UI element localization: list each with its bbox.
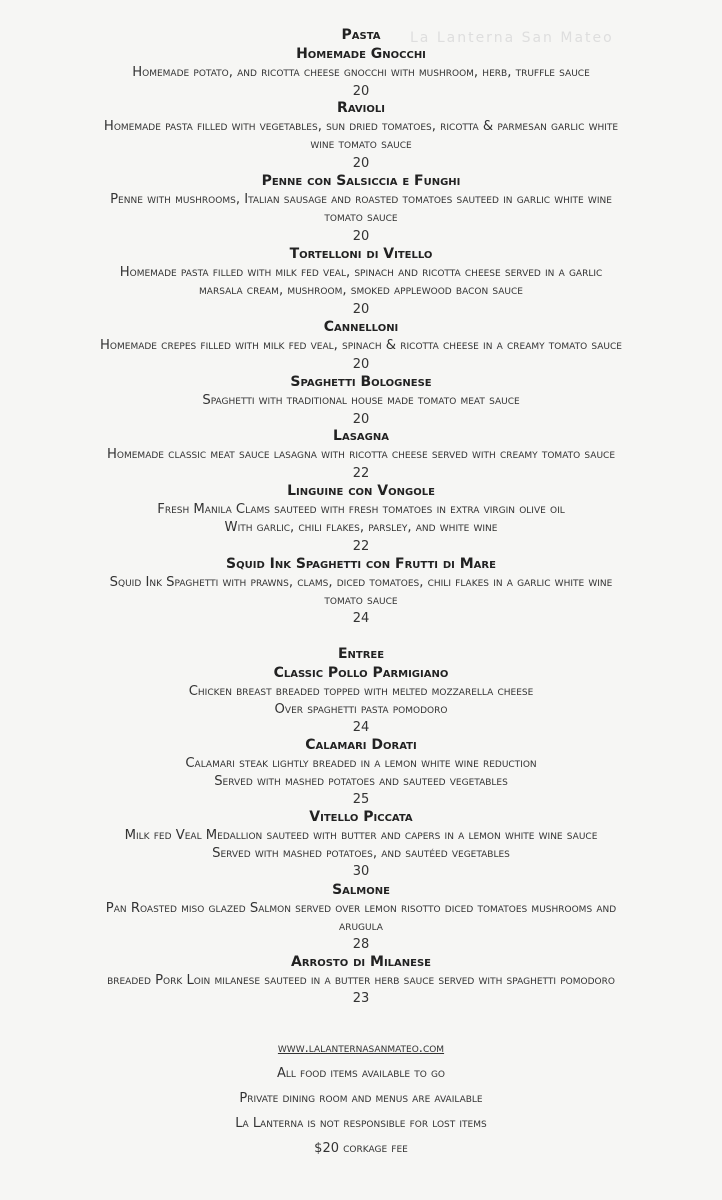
item-name: Lasagna [333,428,389,444]
footer-note: All food items available to go [276,1066,446,1081]
website-link[interactable]: www.lalanternasanmateo.com [277,1041,445,1056]
item-name: Arrosto di Milanese [290,954,432,970]
item-name: Linguine con Vongole [287,483,435,499]
footer-note: La Lanterna is not responsible for lost items [235,1116,487,1131]
item-description: Over spaghetti pasta pomodoro [274,702,448,717]
item-description: wine tomato sauce [310,137,412,152]
item-price: 20 [352,84,370,99]
item-description: Squid Ink Spaghetti with prawns, clams, diced tomatoes, chili flakes in a garlic white wine [109,575,613,590]
item-price: 24 [352,720,370,735]
item-description: arugula [339,919,383,934]
item-price: 20 [352,302,370,317]
item-price: 30 [352,864,370,879]
item-description: marsala cream, mushroom, smoked applewood bacon sauce [199,283,523,298]
item-name: Ravioli [337,100,385,116]
item-description: breaded Pork Loin milanese sauteed in a butter herb sauce served with spaghetti pomodoro [107,973,615,988]
item-name: Penne con Salsiccia e Funghi [261,173,461,189]
section-title-pasta: Pasta [341,27,381,43]
item-price: 24 [352,611,370,626]
item-name: Vitello Piccata [309,809,413,825]
show-through-text: La Lanterna San Mateo [410,30,614,46]
footer-note: $20 corkage fee [314,1141,408,1156]
item-name: Salmone [332,882,390,898]
item-description: Pan Roasted miso glazed Salmon served over lemon risotto diced tomatoes mushrooms and [105,901,617,916]
item-description: Spaghetti with traditional house made tomato meat sauce [202,393,520,408]
item-price: 23 [352,991,370,1006]
item-description: Fresh Manila Clams sauteed with fresh tomatoes in extra virgin olive oil [157,502,565,517]
item-description: Homemade crepes filled with milk fed veal, spinach & ricotta cheese in a creamy tomato sauce [100,338,622,353]
item-name: Spaghetti Bolognese [290,374,432,390]
item-price: 20 [352,229,370,244]
item-price: 20 [352,412,370,427]
item-name: Classic Pollo Parmigiano [273,665,449,681]
item-name: Cannelloni [323,319,399,335]
item-description: tomato sauce [324,593,398,608]
item-description: tomato sauce [324,210,398,225]
item-description: Served with mashed potatoes, and sautéed vegetables [212,846,510,861]
item-description: Homemade pasta filled with milk fed veal, spinach and ricotta cheese served in a garlic [119,265,603,280]
item-name: Homemade Gnocchi [296,46,426,62]
item-description: Calamari steak lightly breaded in a lemon white wine reduction [185,756,537,771]
item-name: Tortelloni di Vitello [289,246,433,262]
item-description: Penne with mushrooms, Italian sausage and roasted tomatoes sauteed in garlic white wine [110,192,612,207]
item-description: Homemade pasta filled with vegetables, sun dried tomatoes, ricotta & parmesan garlic white [103,119,619,134]
item-description: Milk fed Veal Medallion sauteed with butter and capers in a lemon white wine sauce [124,828,598,843]
item-description: Chicken breast breaded topped with melted mozzarella cheese [188,684,534,699]
item-price: 25 [352,792,370,807]
item-price: 22 [352,539,370,554]
footer-note: Private dining room and menus are available [239,1091,483,1106]
item-name: Calamari Dorati [305,737,417,753]
item-price: 20 [352,357,370,372]
item-description: With garlic, chili flakes, parsley, and white wine [224,520,498,535]
section-title-entree: Entree [337,646,385,662]
item-name: Squid Ink Spaghetti con Frutti di Mare [226,556,496,572]
item-price: 22 [352,466,370,481]
item-description: Homemade classic meat sauce lasagna with ricotta cheese served with creamy tomato sauce [106,447,616,462]
item-description: Served with mashed potatoes and sauteed vegetables [214,774,508,789]
item-price: 28 [352,937,370,952]
item-description: Homemade potato, and ricotta cheese gnocchi with mushroom, herb, truffle sauce [132,65,590,80]
item-price: 20 [352,156,370,171]
